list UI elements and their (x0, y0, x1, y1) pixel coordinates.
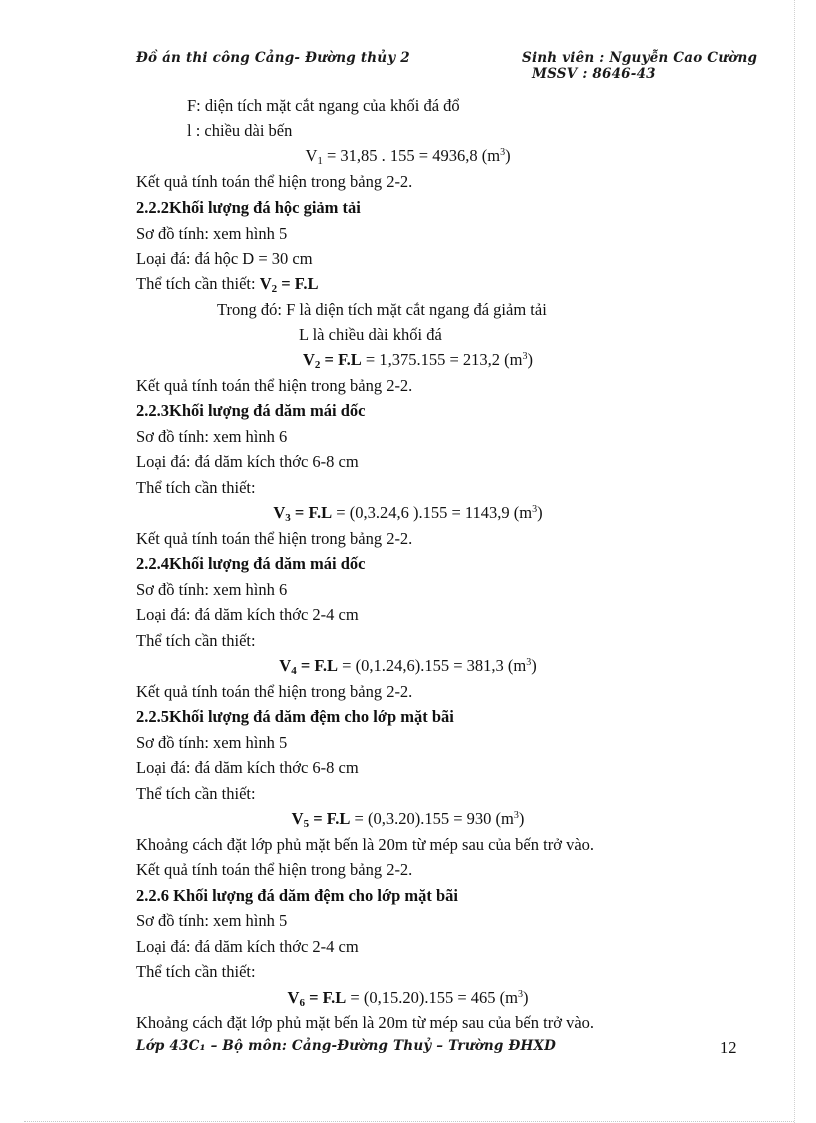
section-heading-2-2-2: 2.2.2Khối lượng đá hộc giảm tải (136, 198, 361, 217)
text-line: Thể tích cần thiết: $V_2 = F.L$ (136, 274, 319, 295)
header-left: Đồ án thi công Cảng- Đường thủy 2 (136, 50, 410, 66)
formula-v6: $V_6 = F.L = (0,15.20).155 = 465$ $(m^3)$ (287, 988, 529, 1009)
formula-v3: $V_3 = F.L = (0,3.24,6$ ).155 = 1143,9 $(m^3)$ (273, 503, 543, 524)
page-edge-bottom (24, 1121, 794, 1122)
text-line: Kết quả tính toán thể hiện trong bảng 2-2. (136, 860, 413, 879)
text-line: Thể tích cần thiết: (136, 784, 256, 803)
text-line: L là chiều dài khối đá (299, 325, 442, 344)
text-line: Sơ đồ tính: xem hình 5 (136, 224, 288, 243)
section-heading-2-2-3: 2.2.3Khối lượng đá dăm mái dốc (136, 401, 366, 420)
formula-v2: $V_2 = F.L = 1,375.155 = 213,2$ $(m^3)$ (303, 350, 533, 371)
page-edge-vertical (794, 0, 795, 1123)
text-line: Kết quả tính toán thể hiện trong bảng 2-2. (136, 529, 413, 548)
section-heading-2-2-5: 2.2.5Khối lượng đá dăm đệm cho lớp mặt bãi (136, 707, 454, 726)
text-line: Khoảng cách đặt lớp phủ mặt bến là 20m từ mép sau của bến trở vào. (136, 835, 595, 854)
text-line: Loại đá: đá dăm kích thớc 2-4 cm (136, 605, 359, 624)
text-line: Thể tích cần thiết: (136, 631, 256, 650)
text-line: Loại đá: đá dăm kích thớc 6-8 cm (136, 452, 359, 471)
text-line: Loại đá: đá dăm kích thớc 2-4 cm (136, 937, 359, 956)
text-line: Sơ đồ tính: xem hình 6 (136, 580, 288, 599)
section-heading-2-2-4: 2.2.4Khối lượng đá dăm mái dốc (136, 554, 366, 573)
footer-class-info: Lớp 43C₁ – Bộ môn: Cảng-Đường Thuỷ – Trường ĐHXD (136, 1038, 557, 1054)
text-line: Sơ đồ tính: xem hình 5 (136, 911, 288, 930)
formula-v4: $V_4 = F.L = (0,1.24,6).155 = 381,3$ $(m^3)$ (279, 656, 537, 677)
text-line: Sơ đồ tính: xem hình 6 (136, 427, 288, 446)
text-line: Trong đó: F là diện tích mặt cắt ngang đá giảm tải (217, 300, 547, 319)
header-student-id: MSSV : 8646-43 (532, 66, 656, 82)
text-line: l : chiều dài bến (187, 121, 293, 140)
header-student-name: Sinh viên : Nguyễn Cao Cường (522, 50, 758, 66)
page-number: 12 (720, 1038, 737, 1057)
text-line: Sơ đồ tính: xem hình 5 (136, 733, 288, 752)
text-line: Kết quả tính toán thể hiện trong bảng 2-2. (136, 172, 413, 191)
text-line: Kết quả tính toán thể hiện trong bảng 2-2. (136, 682, 413, 701)
text-line: Thể tích cần thiết: (136, 962, 256, 981)
text-line: Kết quả tính toán thể hiện trong bảng 2-2. (136, 376, 413, 395)
text-line: F: diện tích mặt cắt ngang của khối đá đổ (187, 96, 460, 115)
text-line: Loại đá: đá dăm kích thớc 6-8 cm (136, 758, 359, 777)
formula-v1: $V_1 = 31,85$ . 155 = 4936,8 $(m^3)$ (305, 146, 511, 167)
text-line: Loại đá: đá hộc D = 30 cm (136, 249, 313, 268)
formula-v5: $V_5 = F.L = (0,3.20).155 = 930$ $(m^3)$ (291, 809, 525, 830)
section-heading-2-2-6: 2.2.6 Khối lượng đá dăm đệm cho lớp mặt bãi (136, 886, 459, 905)
text-line: Thể tích cần thiết: (136, 478, 256, 497)
text-line: Khoảng cách đặt lớp phủ mặt bến là 20m từ mép sau của bến trở vào. (136, 1013, 595, 1032)
